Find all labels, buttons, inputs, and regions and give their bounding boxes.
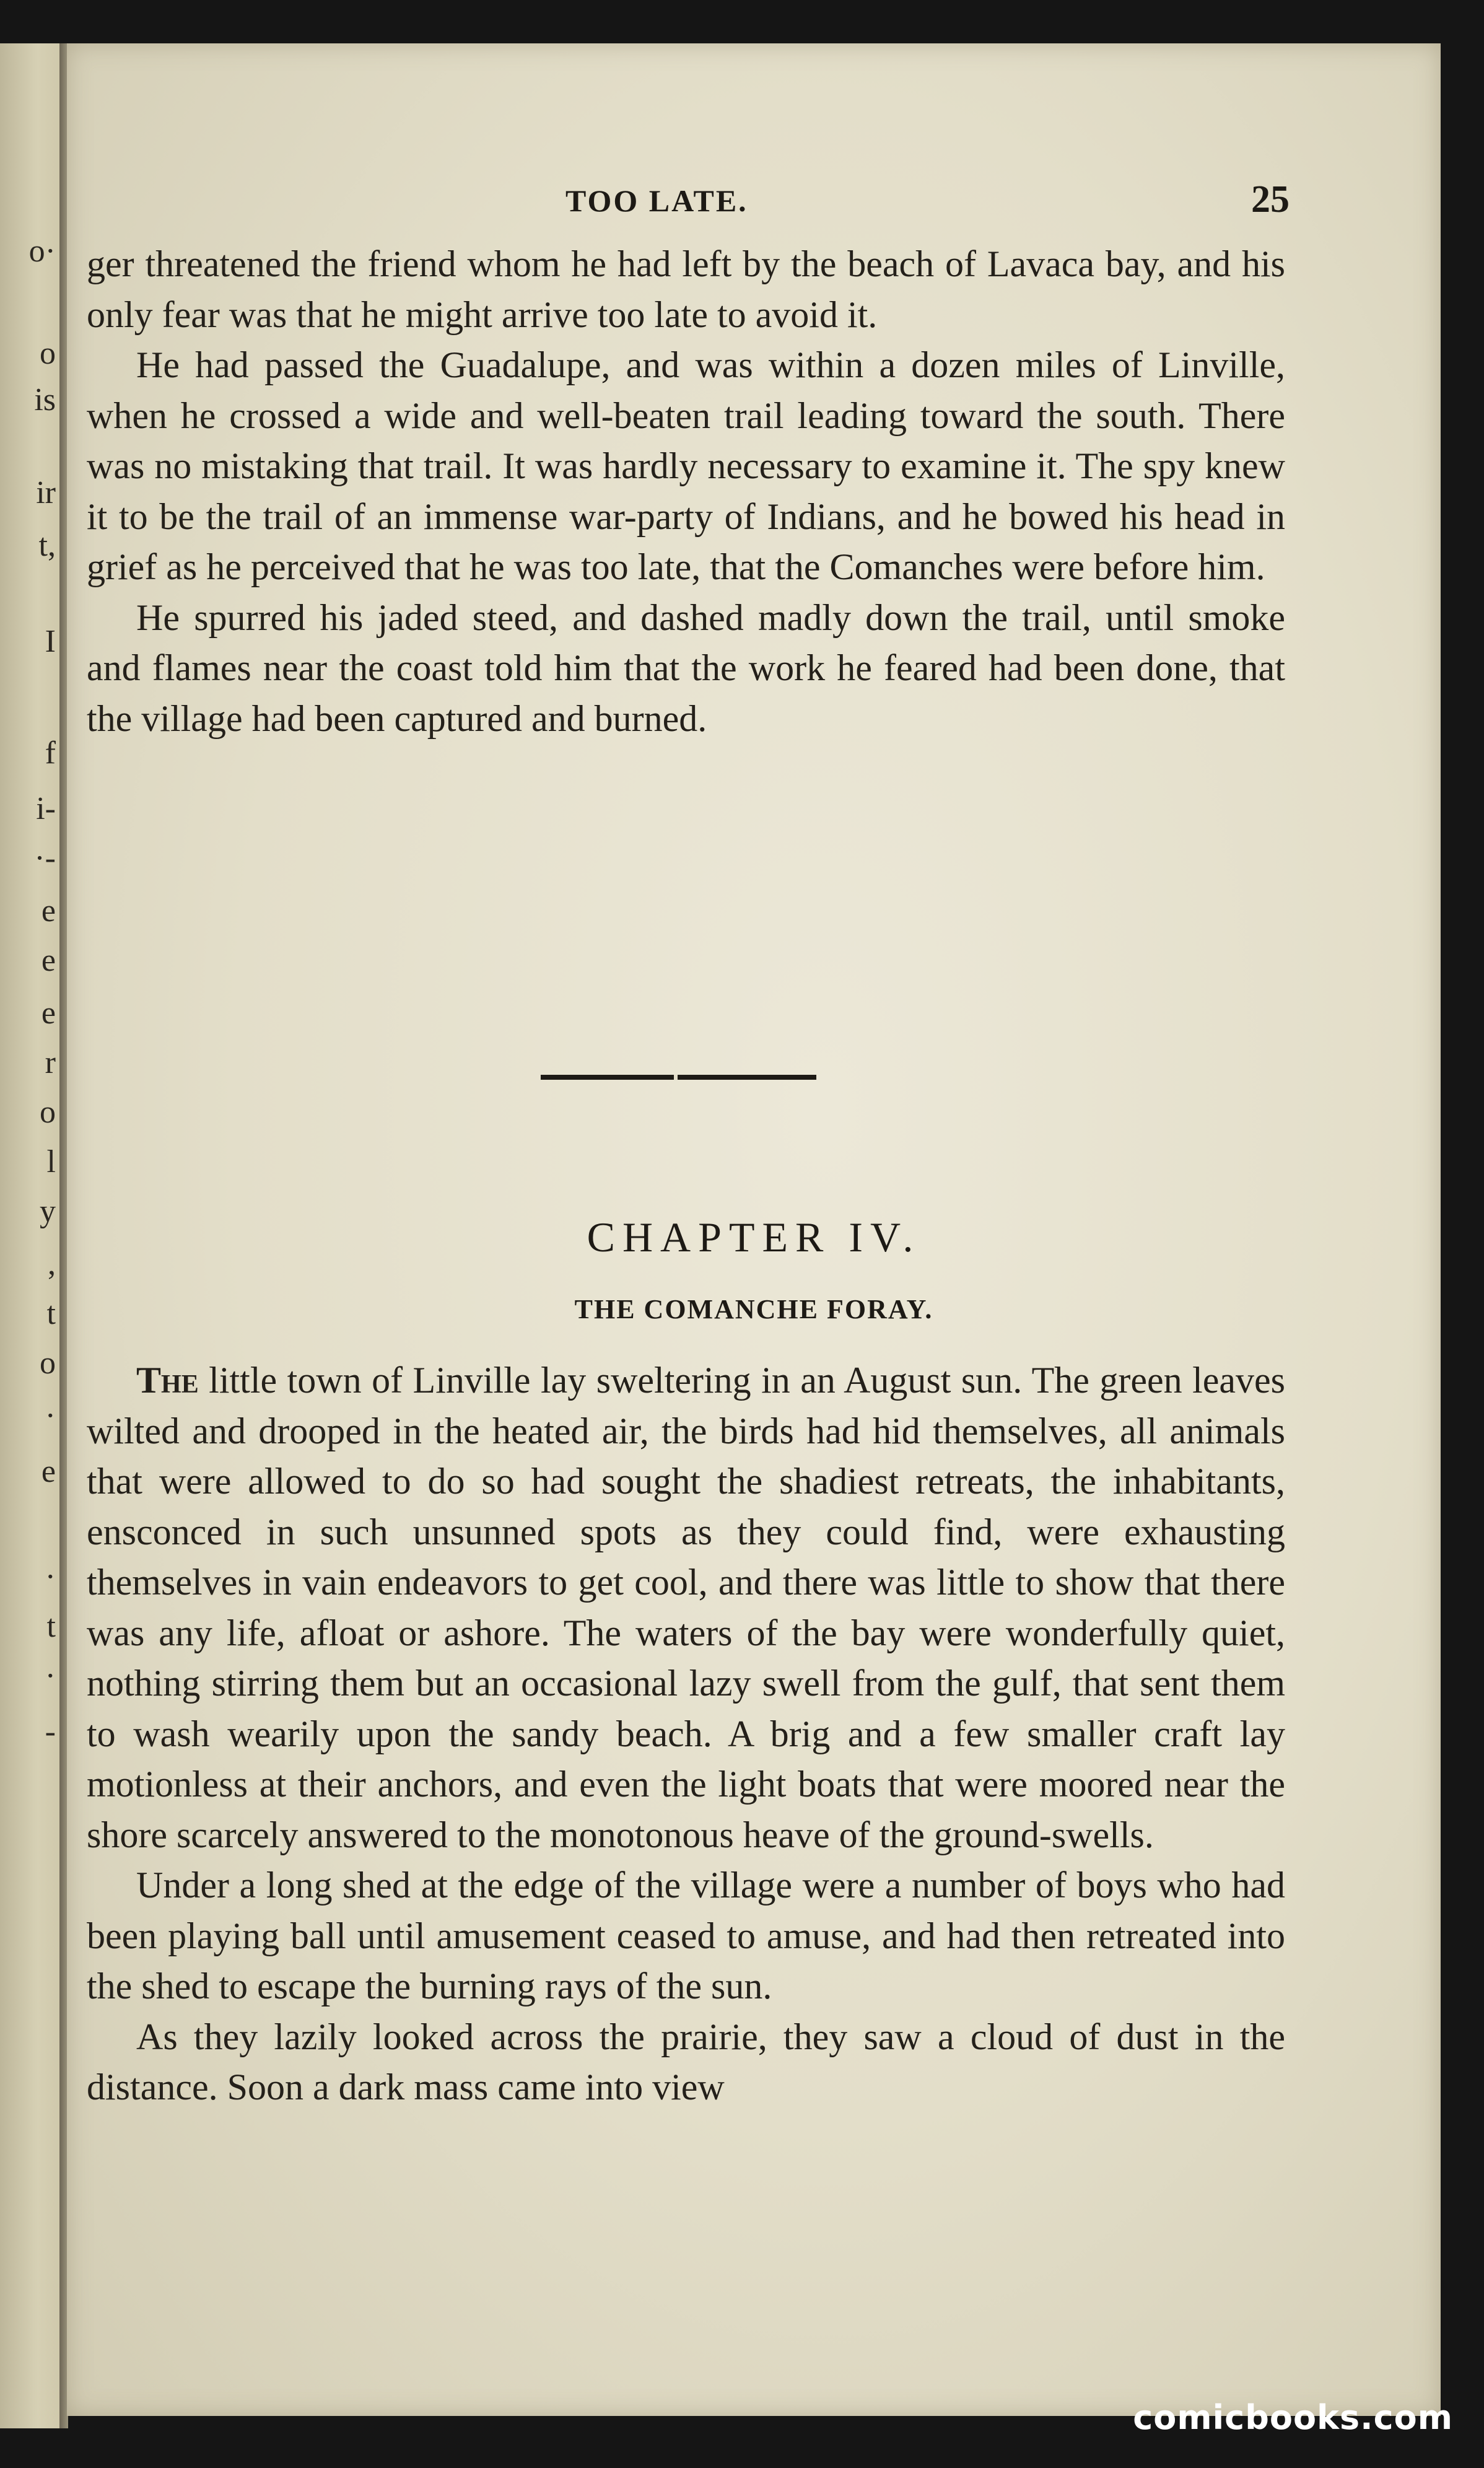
left-page-fragment: i- bbox=[36, 791, 56, 826]
left-page-fragment: , bbox=[48, 1246, 56, 1282]
left-page-fragment: · bbox=[45, 1398, 56, 1433]
paragraph: As they lazily looked across the prairie, they saw a cloud of dust in the distance. Soon a dark mass came into view bbox=[87, 2016, 1285, 2107]
left-page-fragment: t bbox=[46, 1609, 56, 1644]
watermark-text: comicbooks.com bbox=[1133, 2398, 1453, 2437]
paragraph: Under a long shed at the edge of the village were a number of boys who had been playing ball until amusement ceased to amuse, and had then retreated into the shed to escape the burning rays of the sun. bbox=[87, 1865, 1285, 2006]
paragraph-text: little town of Linville lay sweltering in an August sun. The green leaves wilted and drooped in the heated air, the birds had hid themselves, all animals that were allowed to do so had sought the shadiest retreats, the inhabitants, ensconced in such unsunned spots as they could find, were exhausting themselves in vain endeavors to get cool, and there was little to show that there was any life, afloat or ashore. The waters of the bay were wonderfully quiet, nothing stirring them but an occasional lazy swell from the gulf, that sent them to wash wearily upon the sandy beach. A brig and a few smaller craft lay motionless at their anchors, and even the light boats that were moored near the shore scarcely answered to the monotonous heave of the ground-swells. bbox=[87, 1360, 1285, 1855]
left-page-fragment: t, bbox=[38, 528, 56, 563]
left-page-fragment: o bbox=[40, 1346, 56, 1381]
left-page-fragment: - bbox=[45, 1714, 56, 1749]
paragraph bbox=[87, 1355, 1285, 1860]
left-page-fragment: · bbox=[45, 1658, 56, 1694]
lead-word: The bbox=[136, 1360, 199, 1401]
section-divider bbox=[541, 1075, 816, 1080]
paragraph: He spurred his jaded steed, and dashed madly down the trail, until smoke and flames near the coast told him that the work he feared had been done, that the village had been captured and burned. bbox=[87, 597, 1285, 739]
text-block-continuation bbox=[87, 239, 1285, 744]
left-page-fragment: y bbox=[40, 1194, 56, 1229]
book-page bbox=[67, 43, 1441, 2416]
left-page-edge bbox=[0, 43, 62, 2428]
running-title: TOO LATE. bbox=[565, 183, 748, 218]
left-page-fragment: e bbox=[41, 943, 56, 978]
left-page-fragment: is bbox=[34, 382, 56, 418]
left-page-fragment: e bbox=[41, 893, 56, 929]
left-page-fragment: e bbox=[41, 1454, 56, 1489]
left-page-fragment: o bbox=[40, 1095, 56, 1130]
paragraph: He had passed the Guadalupe, and was within a dozen miles of Linville, when he crossed a wide and well-beaten trail leading toward the south. There was no mistaking that trail. It was hardly necessary to examine it. The spy knew it to be the trail of an immense war-party of Indians, and he bowed his head in grief as he perceived that he was too late, that the Comanches were before him. bbox=[87, 344, 1285, 587]
left-page-fragment: r bbox=[45, 1045, 56, 1080]
left-page-fragment: I bbox=[45, 624, 56, 659]
left-page-fragment: o bbox=[40, 336, 56, 371]
left-page-fragment: o· bbox=[28, 234, 56, 269]
text-block-chapter bbox=[87, 1355, 1285, 2113]
chapter-heading: CHAPTER IV. bbox=[587, 1214, 921, 1261]
paragraph: ger threatened the friend whom he had left by the beach of Lavaca bay, and his only fear was that he might arrive too late to avoid it. bbox=[87, 243, 1285, 335]
page-number: 25 bbox=[1251, 178, 1290, 221]
left-page-fragment: ·- bbox=[34, 841, 56, 876]
left-page-fragment: ir bbox=[36, 475, 56, 510]
left-page-fragment: · bbox=[45, 1559, 56, 1595]
running-head bbox=[67, 178, 1441, 232]
left-page-fragment: f bbox=[45, 735, 56, 771]
left-page-fragment: t bbox=[46, 1296, 56, 1331]
left-page-fragment: l bbox=[46, 1144, 56, 1179]
chapter-subheading: THE COMANCHE FORAY. bbox=[574, 1294, 933, 1324]
left-page-fragment: e bbox=[41, 996, 56, 1031]
